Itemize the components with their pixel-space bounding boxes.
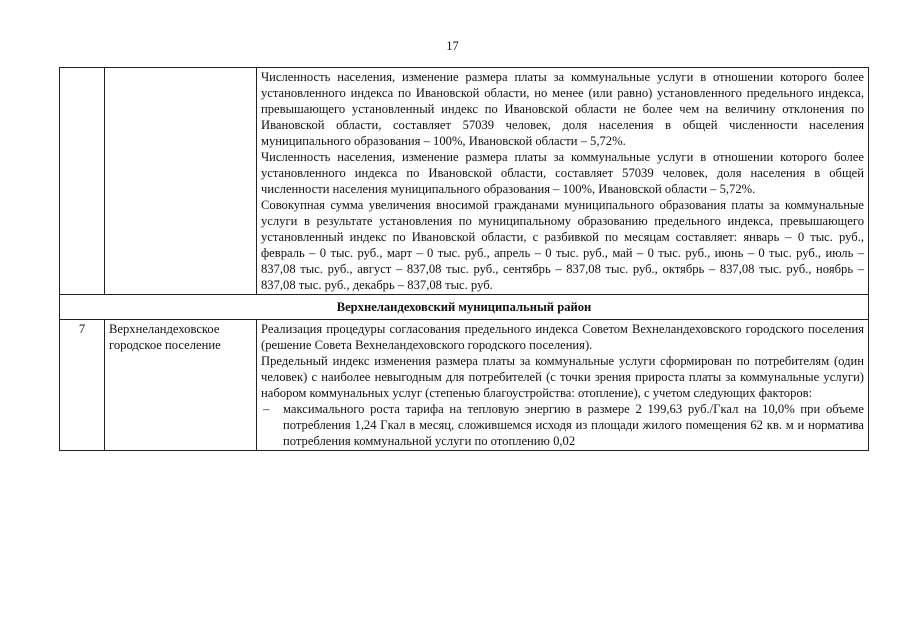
page-number: 17 [446, 39, 459, 53]
settlement-name: Верхнеландеховское городское поселение [105, 320, 257, 451]
factor-item [261, 401, 864, 449]
cell-text-continued [257, 68, 869, 295]
paragraph: Предельный индекс изменения размера платы за коммунальные услуги сформирован по потребителям (один человек) с наиболее невыгодным для потребителей (с точки зрения прироста платы за коммунальные услуги) набором коммунальных услуг (степенью благоустройства: отопление), с учетом следующих факторов: [261, 354, 864, 400]
cell-number-empty [60, 68, 105, 295]
paragraph: Реализация процедуры согласования предельного индекса Советом Вехнеландеховского городского поселения (решение Совета Вехнеландеховского городского поселения). [261, 322, 864, 352]
cell-name-empty [105, 68, 257, 295]
section-heading: Верхнеландеховский муниципальный район [60, 295, 869, 320]
section-heading-row [60, 295, 869, 320]
document-table [59, 67, 869, 451]
list-dash: – [263, 402, 270, 416]
factor-text: максимального роста тарифа на тепловую энергию в размере 2 199,63 руб./Гкал на 10,0% при объеме потребления 1,24 Гкал в месяц, сложившемся исходя из площади жилого помещения 62 кв. м и норматива потребления коммунальной услуги по отоплению 0,02 [283, 402, 864, 448]
factors-list [261, 401, 864, 449]
table-row-7 [60, 320, 869, 451]
paragraph: Численность населения, изменение размера платы за коммунальные услуги в отношении которого более установленного индекса по Ивановской области, но менее (или равно) установленного предельного индекса, превышающего установленный индекс по Ивановской области не более чем на величину отклонения по Ивановской области, составляет 57039 человек, доля населения в общей численности населения муниципального образования – 100%, Ивановской области – 5,72%. [261, 70, 864, 148]
paragraph: Совокупная сумма увеличения вносимой гражданами муниципального образования платы за коммунальные услуги в результате установления по муниципальному образованию предельного индекса, превышающего установленный индекс по Ивановской области, с разбивкой по месяцам составляет: январь – 0 тыс. руб., февраль – 0 тыс. руб., март – 0 тыс. руб., апрель – 0 тыс. руб., май – 0 тыс. руб., июнь – 0 тыс. руб., июль – 837,08 тыс. руб., август – 837,08 тыс. руб., сентябрь – 837,08 тыс. руб., октябрь – 837,08 тыс. руб., ноябрь – 837,08 тыс. руб., декабрь – 837,08 тыс. руб. [261, 198, 864, 292]
table-row-continued [60, 68, 869, 295]
row-number: 7 [60, 320, 105, 451]
cell-text-row-7 [257, 320, 869, 451]
paragraph: Численность населения, изменение размера платы за коммунальные услуги в отношении которого более установленного индекса по Ивановской области, составляет 57039 человек, доля населения в общей численности населения муниципального образования – 100%, Ивановской области – 5,72%. [261, 150, 864, 196]
